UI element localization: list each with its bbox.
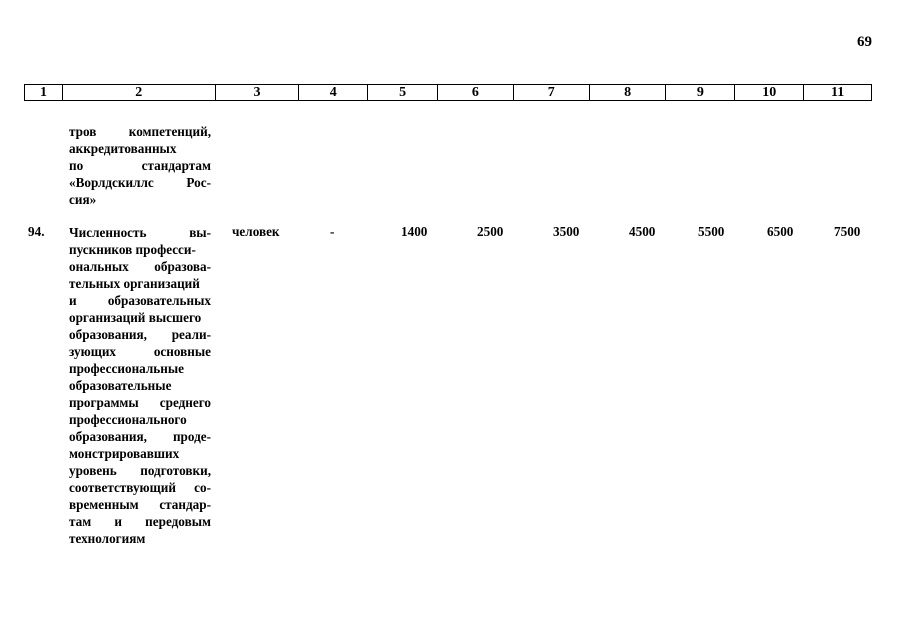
header-col-7: 7 <box>514 85 590 100</box>
text-line: образовательные <box>69 378 172 393</box>
text-line: образования, реали- <box>69 327 211 342</box>
text-line: соответствующий со- <box>69 480 211 495</box>
text-line: Численность вы- <box>69 225 211 240</box>
header-col-11: 11 <box>830 85 845 100</box>
text-line: пускников професси- <box>69 242 196 257</box>
page-number: 69 <box>857 34 872 50</box>
text-line: тров компетенций, <box>69 124 211 139</box>
text-line: сия» <box>69 192 97 207</box>
text-line: профессионального <box>69 412 187 427</box>
header-col-5: 5 <box>368 85 438 100</box>
text-line: программы среднего <box>69 395 211 410</box>
value-cell-2025: 7500 <box>834 224 861 239</box>
header-col-10: 10 <box>735 85 804 100</box>
row-number: 94. <box>28 224 45 239</box>
text-line: временным стандар- <box>69 497 211 512</box>
indicator-name <box>69 224 211 547</box>
text-line: там и передовым <box>69 514 211 529</box>
text-line: профессиональные <box>69 361 184 376</box>
header-col-4: 4 <box>299 85 368 100</box>
value-cell-2019: 1400 <box>401 224 428 239</box>
text-line: уровень подготовки, <box>69 463 211 478</box>
value-cell-2022: 4500 <box>629 224 656 239</box>
text-line: и образовательных <box>69 293 211 308</box>
unit-cell: человек <box>232 224 280 239</box>
header-col-8: 8 <box>590 85 667 100</box>
continued-indicator-text <box>69 123 211 208</box>
header-col-2: 2 <box>63 85 216 100</box>
text-line: образования, проде- <box>69 429 211 444</box>
text-line: монстрировавших <box>69 446 180 461</box>
header-col-9: 9 <box>666 85 735 100</box>
text-line: аккредитованных <box>69 141 177 156</box>
base-value-cell: - <box>330 224 335 239</box>
value-cell-2023: 5500 <box>698 224 725 239</box>
text-line: «Ворлдскиллс Рос- <box>69 175 211 190</box>
header-col-3: 3 <box>216 85 300 100</box>
header-col-1: 1 <box>25 85 63 100</box>
value-cell-2024: 6500 <box>767 224 794 239</box>
value-cell-2020: 2500 <box>477 224 504 239</box>
table-header-row <box>24 84 872 101</box>
text-line: по стандартам <box>69 158 211 173</box>
text-line: технологиям <box>69 531 146 546</box>
text-line: тельных организаций <box>69 276 200 291</box>
header-col-6: 6 <box>438 85 514 100</box>
text-line: ональных образова- <box>69 259 211 274</box>
text-line: зующих основные <box>69 344 211 359</box>
value-cell-2021: 3500 <box>553 224 580 239</box>
text-line: организаций высшего <box>69 310 202 325</box>
